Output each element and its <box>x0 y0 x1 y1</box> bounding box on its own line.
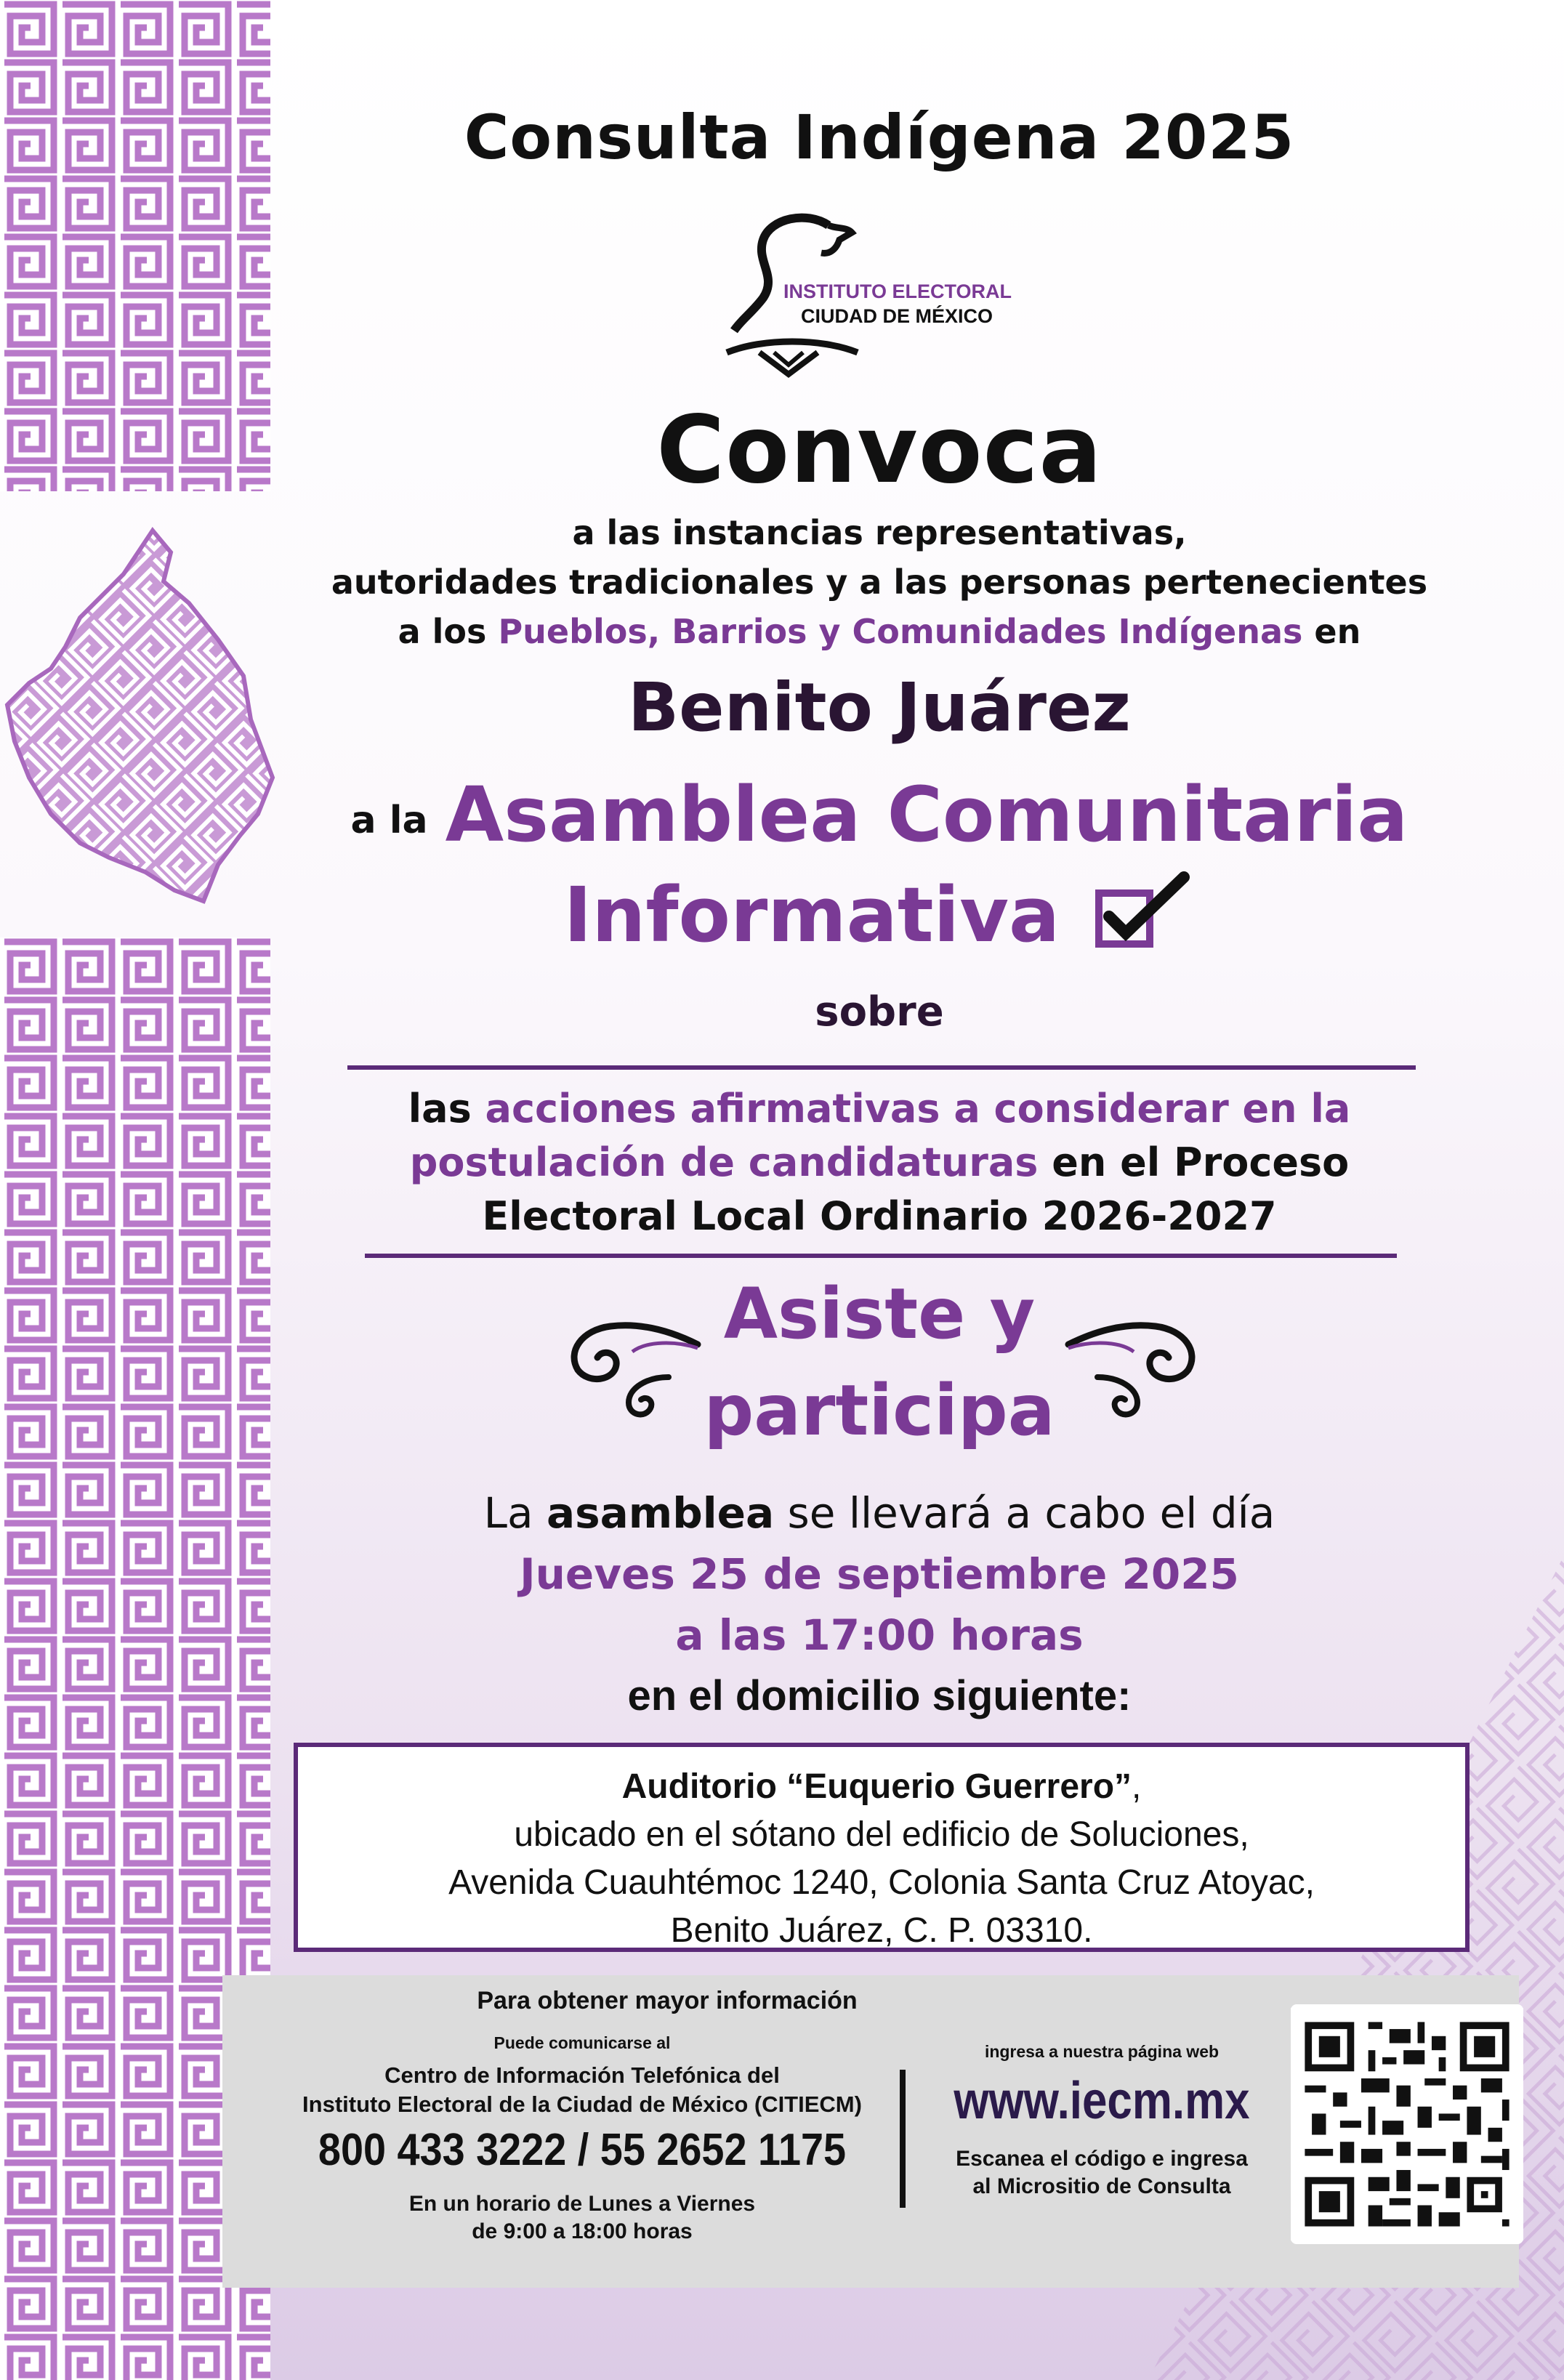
logo-text-line2: CIUDAD DE MÉXICO <box>801 305 993 327</box>
assembly-prefix: a la <box>350 798 428 842</box>
cdmx-map-icon <box>0 523 283 916</box>
web-intro: ingresa a nuestra página web <box>984 2042 1220 2061</box>
intro-line-3-b: en <box>1302 612 1361 651</box>
greca-pattern-top <box>0 0 270 491</box>
info-separator <box>900 2070 906 2208</box>
call-center-line-1: Centro de Información Telefónica del <box>384 2062 780 2088</box>
call-to-action-line-1: Asiste y <box>723 1273 1036 1355</box>
address-line-4: Benito Juárez, C. P. 03310. <box>670 1911 1093 1950</box>
website-link[interactable]: www.iecm.mx <box>954 2072 1250 2130</box>
topic-line-2 <box>276 1135 1483 1190</box>
intro-line-2: autoridades tradicionales y a las personas pertenecientes <box>331 562 1428 602</box>
logo-text-line1: INSTITUTO ELECTORAL <box>783 281 1012 302</box>
convoca-heading: Convoca <box>656 396 1103 504</box>
hours-line-1: En un horario de Lunes a Viernes <box>408 2192 756 2216</box>
qr-code[interactable] <box>1291 2004 1523 2244</box>
intro-line-3-a: a los <box>398 612 499 651</box>
event-time: a las 17:00 horas <box>675 1610 1084 1660</box>
divider-bottom <box>365 1254 1397 1258</box>
candidacies-highlight: postulación de candidaturas <box>409 1139 1039 1185</box>
event-date: Jueves 25 de septiembre 2025 <box>520 1549 1239 1599</box>
scan-line-2: al Micrositio de Consulta <box>972 2174 1231 2198</box>
venue-line <box>298 1763 1465 1811</box>
divider-top <box>347 1065 1416 1070</box>
about-label: sobre <box>815 988 944 1036</box>
venue-suffix: , <box>1132 1767 1142 1806</box>
topic-line-1 <box>276 1081 1483 1137</box>
page-title: Consulta Indígena 2025 <box>464 102 1295 173</box>
intro-line-3 <box>276 608 1483 655</box>
topic-line-1-a: las <box>408 1086 485 1131</box>
checkbox-check-icon <box>1093 871 1195 951</box>
scan-line-1: Escanea el código e ingresa <box>956 2147 1248 2171</box>
event-intro-b: se llevará a cabo el día <box>774 1488 1275 1538</box>
place-name: Benito Juárez <box>628 669 1131 746</box>
assembly-title-text-2: Informativa <box>563 871 1060 959</box>
assembly-title-line-2 <box>276 871 1483 959</box>
topic-line-3: Electoral Local Ordinario 2026-2027 <box>482 1193 1277 1239</box>
address-box <box>294 1743 1470 1952</box>
venue-name: Auditorio “Euquerio Guerrero” <box>621 1767 1132 1806</box>
qr-code-icon <box>1291 2004 1523 2244</box>
info-heading: Para obtener mayor información <box>477 1987 858 2014</box>
phone-numbers[interactable]: 800 433 3222 / 55 2652 1175 <box>318 2125 847 2175</box>
contact-intro: Puede comunicarse al <box>493 2033 671 2052</box>
address-intro: en el domicilio siguiente: <box>627 1672 1132 1719</box>
address-line-2: ubicado en el sótano del edificio de Soluciones, <box>514 1815 1249 1854</box>
affirmative-actions-highlight: acciones afirmativas a considerar en la <box>485 1086 1351 1131</box>
call-to-action-line-2: participa <box>704 1370 1055 1451</box>
hours-line-2: de 9:00 a 18:00 horas <box>472 2219 693 2243</box>
event-intro <box>276 1483 1483 1544</box>
event-intro-bold: asamblea <box>546 1488 775 1538</box>
call-center-line-2: Instituto Electoral de la Ciudad de México (CITIECM) <box>302 2091 862 2117</box>
assembly-title-text: Asamblea Comunitaria <box>445 770 1408 859</box>
assembly-title-line-1 <box>276 770 1483 859</box>
indigenous-communities-highlight: Pueblos, Barrios y Comunidades Indígenas <box>498 612 1303 651</box>
address-line-3: Avenida Cuauhtémoc 1240, Colonia Santa Cruz Atoyac, <box>448 1863 1315 1902</box>
topic-line-2-b: en el Proceso <box>1038 1139 1350 1185</box>
event-intro-a: La <box>483 1488 547 1538</box>
intro-line-1: a las instancias representativas, <box>572 513 1187 552</box>
